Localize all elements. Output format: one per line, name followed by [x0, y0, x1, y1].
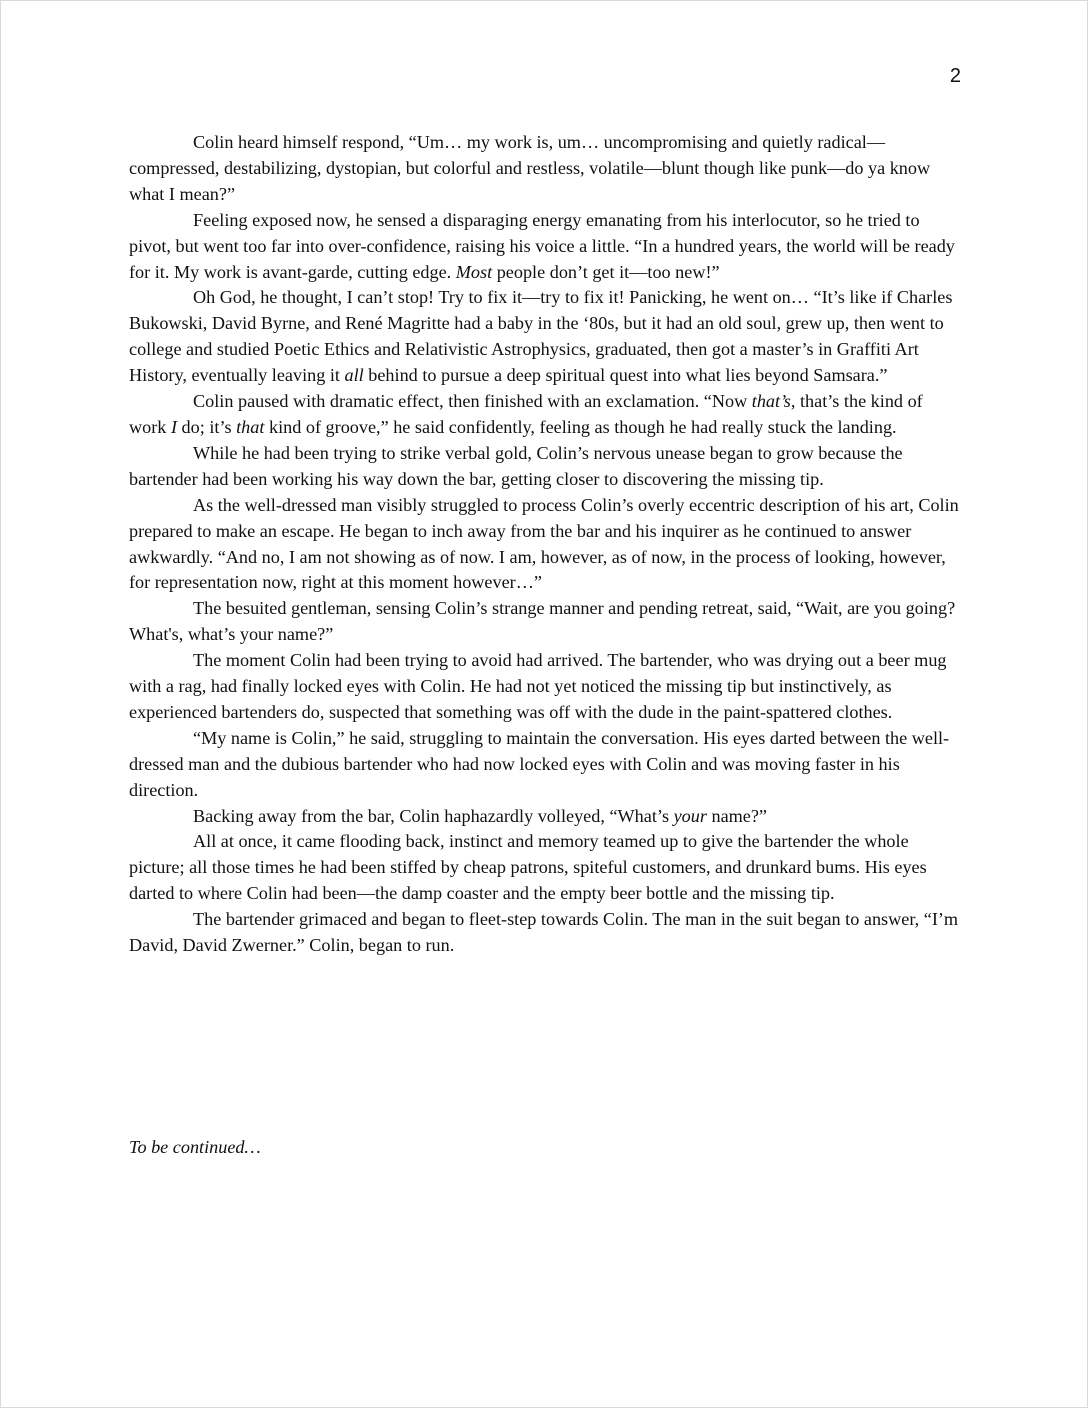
- text-run: Colin paused with dramatic effect, then finished with an exclamation. “Now: [193, 391, 752, 412]
- italic-text: your: [673, 805, 707, 826]
- italic-text: Most: [455, 261, 493, 282]
- text-run: Backing away from the bar, Colin haphazardly volleyed, “What’s: [193, 805, 674, 826]
- text-run: name?”: [706, 805, 767, 826]
- paragraph: [129, 208, 963, 286]
- text-run: All at once, it came flooding back, instinct and memory teamed up to give the bartender the whole picture; all those times he had been stiffed by cheap patrons, spiteful customers, and drunkard bums. His eyes darted to where Colin had been—the damp coaster and the empty beer bottle and the missing tip.: [129, 831, 927, 904]
- paragraph: [129, 130, 963, 208]
- paragraph: [129, 389, 963, 441]
- text-run: The besuited gentleman, sensing Colin’s strange manner and pending retreat, said, “Wait, are you going? What's, what’s your name?”: [129, 598, 956, 645]
- paragraph: [129, 804, 963, 830]
- italic-text: that’s: [751, 391, 791, 412]
- page-number: 2: [949, 65, 961, 87]
- text-run: do; it’s: [177, 416, 237, 437]
- text-run: Colin heard himself respond, “Um… my work is, um… uncompromising and quietly radical—compressed, destabilizing, dystopian, but colorful and restless, volatile—blunt though like punk—do ya know what I mean?”: [129, 132, 931, 204]
- paragraph: [129, 596, 963, 648]
- text-run: As the well-dressed man visibly struggled to process Colin’s overly eccentric description of his art, Colin prepared to make an escape. He began to inch away from the bar and his inquirer as he continued to answer awkwardly. “And no, I am not showing as of now. I am, however, as of now, in the process of looking, however, for representation now, right at this moment however…”: [129, 494, 959, 593]
- text-run: “My name is Colin,” he said, struggling to maintain the conversation. His eyes darted between the well-dressed man and the dubious bartender who had now locked eyes with Colin and was moving faster in his direction.: [129, 727, 950, 800]
- story-body: [129, 130, 963, 959]
- paragraph: [129, 726, 963, 804]
- closing-line: To be continued…: [129, 1137, 261, 1157]
- italic-text: that: [236, 416, 265, 437]
- text-run: Oh God, he thought, I can’t stop! Try to fix it—try to fix it! Panicking, he went on… “It’s like if Charles Bukowski, David Byrne, and René Magritte had a baby in the ‘80s, but it had an old soul, grew up, then went to college and studied Poetic Ethics and Relativistic Astrophysics, graduated, then got a master’s in Graffiti Art History, eventually leaving it: [129, 287, 953, 386]
- paragraph: [129, 493, 963, 597]
- paragraph: [129, 907, 963, 959]
- paragraph: [129, 441, 963, 493]
- paragraph: [129, 648, 963, 726]
- text-run: The moment Colin had been trying to avoid had arrived. The bartender, who was drying out a beer mug with a rag, had finally locked eyes with Colin. He had not yet noticed the missing tip but instinctively, as experienced bartenders do, suspected that something was off with the dude in the paint-spattered clothes.: [129, 650, 947, 722]
- text-run: , that’s the kind of work: [129, 391, 923, 437]
- text-run: The bartender grimaced and began to fleet-step towards Colin. The man in the suit began to answer, “I’m David, David Zwerner.” Colin, began to run.: [129, 909, 959, 956]
- paragraph: [129, 829, 963, 907]
- text-run: behind to pursue a deep spiritual quest into what lies beyond Samsara.”: [363, 365, 888, 386]
- text-run: While he had been trying to strike verbal gold, Colin’s nervous unease began to grow because the bartender had been working his way down the bar, getting closer to discovering the missing tip.: [129, 442, 903, 489]
- text-run: people don’t get it—too new!”: [492, 261, 720, 282]
- italic-text: all: [344, 365, 364, 386]
- text-run: Feeling exposed now, he sensed a disparaging energy emanating from his interlocutor, so he tried to pivot, but went too far into over-confidence, raising his voice a little. “In a hundred years, the world will be ready for it. My work is avant-garde, cutting edge.: [129, 209, 955, 282]
- paragraph: [129, 285, 963, 389]
- italic-text: I: [170, 416, 177, 437]
- text-run: kind of groove,” he said confidently, feeling as though he had really stuck the landing.: [264, 416, 897, 437]
